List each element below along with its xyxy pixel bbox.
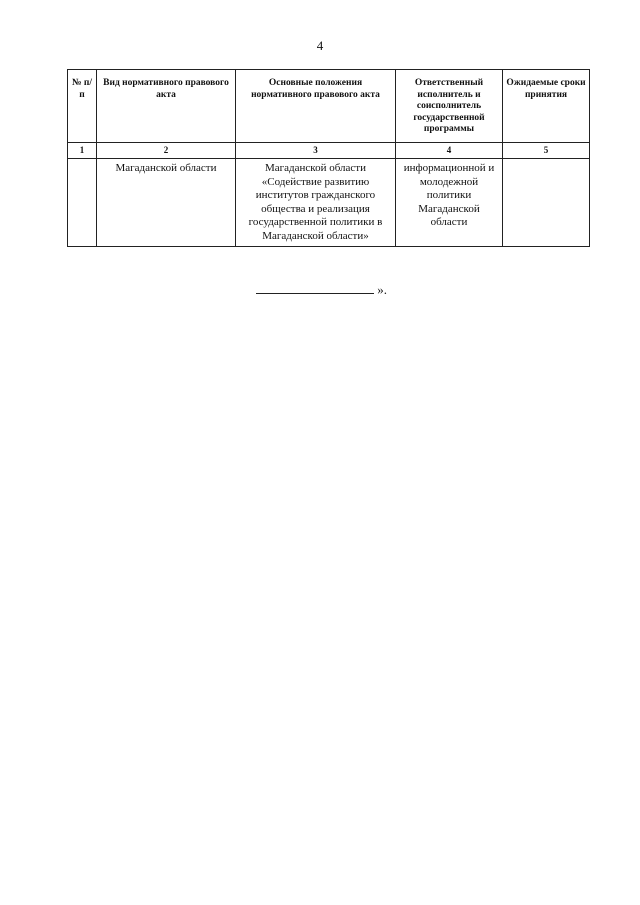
closing-line [256,281,387,298]
header-number: № п/п [68,70,97,143]
cell-deadline [503,159,590,247]
column-number: 5 [503,143,590,159]
cell-act-type: Магаданской области [97,159,236,247]
column-number: 4 [396,143,503,159]
header-provisions: Основные положения нормативного правового акта [236,70,396,143]
column-number: 1 [68,143,97,159]
regulatory-acts-table [67,69,590,247]
column-number: 2 [97,143,236,159]
page-number: 4 [316,38,324,53]
closing-blank-line [256,281,374,294]
cell-provisions: Магаданской области «Содействие развитию институтов гражданского общества и реализация государственной политики в Магаданской области» [236,159,396,247]
column-number-row [68,143,590,159]
column-number: 3 [236,143,396,159]
closing-quote-mark: ». [377,282,387,297]
cell-executor: информационной и молодежной политики Магаданской области [396,159,503,247]
header-executor: Ответственный исполнитель и соисполнитель государственной программы [396,70,503,143]
table-row [68,159,590,247]
header-act-type: Вид нормативного правового акта [97,70,236,143]
cell-number [68,159,97,247]
header-deadline: Ожидаемые сроки принятия [503,70,590,143]
table-header-row [68,70,590,143]
